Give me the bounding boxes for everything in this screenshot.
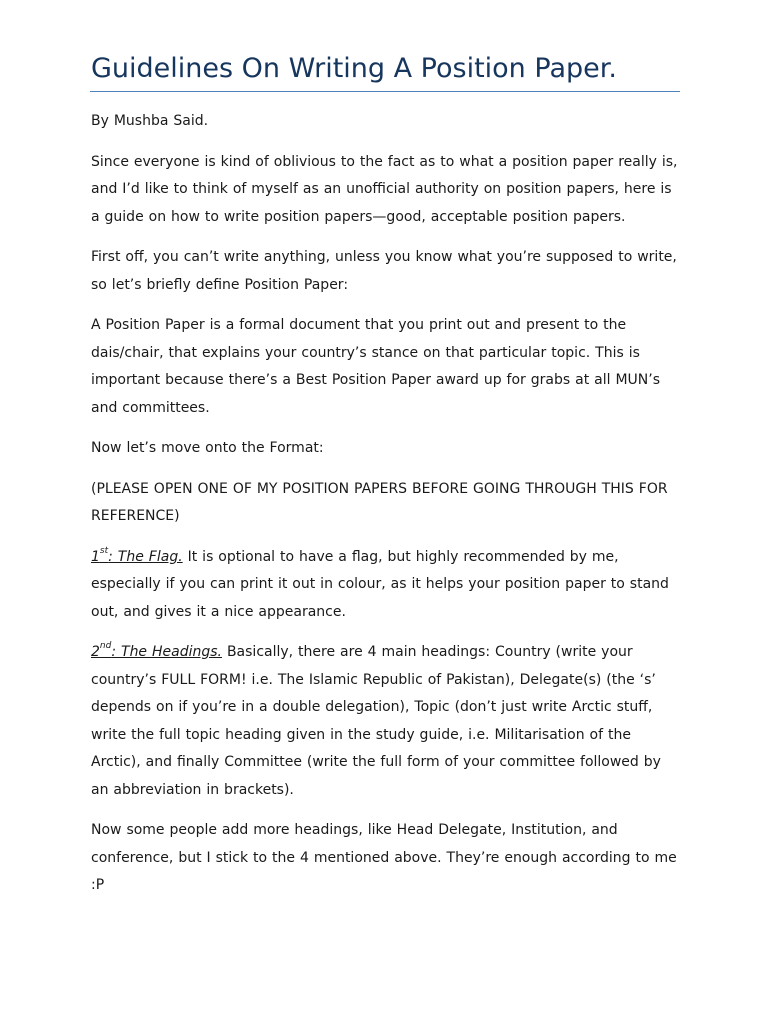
step-flag-title: : The Flag. xyxy=(108,548,183,565)
step-flag-paragraph xyxy=(91,544,680,627)
step-headings-title: : The Headings. xyxy=(111,644,222,660)
format-emphasis: Format xyxy=(269,440,319,456)
step-headings-number: 2 xyxy=(91,644,100,660)
step-flag-heading xyxy=(91,545,183,565)
step-flag-number: 1 xyxy=(91,548,100,565)
step-flag-text: It is optional to have a flag, but highly recommended by me, especially if you can print it out in colour, as it helps your position paper to stand out, and gives it a nice appearance. xyxy=(91,548,669,620)
step-headings-paragraph xyxy=(91,639,680,804)
closing-paragraph: Now some people add more headings, like Head Delegate, Institution, and conference, but I stick to the 4 mentioned above. They’re enough according to me :P xyxy=(91,822,677,893)
format-paragraph xyxy=(91,435,680,463)
definition-paragraph: A Position Paper is a formal document that you print out and present to the dais/chair, that explains your country’s stance on that particular topic. This is important because there’s a Best Position Paper award up for grabs at all MUN’s and committees. xyxy=(91,317,660,416)
intro-paragraph: Since everyone is kind of oblivious to the fact as to what a position paper really is, and I’d like to think of myself as an unofficial authority on position papers, here is a guide on how to write position papers—good, acceptable position papers. xyxy=(91,153,678,225)
step-flag-ordinal: st xyxy=(99,545,109,556)
step-headings-text: Basically, there are 4 main headings: Country (write your country’s FULL FORM! i.e. The Islamic Republic of Pakistan), Delegate(s) (the ‘s’ depends on if you’re in a double delegation), Topic (don’t just write Arctic stuff, write the full topic heading given in the study guide, i.e. Militarisation of the Arctic), and finally Committee (write the full form of your committee followed by an abbreviation in brackets). xyxy=(91,644,661,798)
reference-note: (PLEASE OPEN ONE OF MY POSITION PAPERS BEFORE GOING THROUGH THIS FOR REFERENCE) xyxy=(91,480,668,524)
define-paragraph xyxy=(91,244,680,299)
define-colon: : xyxy=(343,276,349,293)
step-headings-ordinal: nd xyxy=(99,641,112,652)
define-text: First off, you can’t write anything, unless you know what you’re supposed to write, so let’s briefly xyxy=(91,249,677,293)
format-text: Now let’s move onto the xyxy=(91,440,270,456)
title-underline xyxy=(90,91,680,92)
document-title: Guidelines On Writing A Position Paper. xyxy=(91,53,617,84)
author-line: By Mushba Said. xyxy=(91,113,209,129)
define-emphasis: define Position Paper xyxy=(195,276,344,293)
step-headings-heading xyxy=(91,641,222,660)
format-colon: : xyxy=(318,440,324,456)
